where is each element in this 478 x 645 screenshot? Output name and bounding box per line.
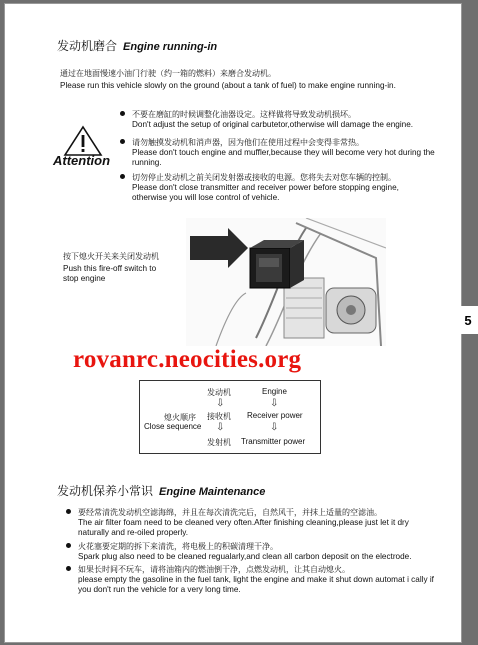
bullet-text-en: The air filter foam need to be cleaned very often.After finishing cleaning,please just let it dry naturally and re-oiled properly. [78, 518, 409, 537]
running-in-title [57, 39, 217, 53]
engine-photo [186, 218, 386, 346]
bullet-text-cn: 请勿触摸发动机和消声器，因为他们在使用过程中会变得非常热。 [132, 138, 364, 147]
close-sequence-box [139, 380, 321, 454]
bullet-dot [66, 509, 71, 514]
bullet-dot [120, 111, 125, 116]
fire-off-en-line1: Push this fire-off switch to [63, 264, 157, 273]
fire-off-cn: 按下熄火开关来关闭发动机 [63, 252, 159, 261]
bullet-dot [120, 174, 125, 179]
page-number: 5 [464, 312, 472, 328]
attention-bullet [132, 109, 442, 130]
maintenance-bullet [78, 541, 438, 562]
page-number-tab [458, 306, 478, 334]
maintenance-bullet [78, 564, 438, 595]
bullet-dot [66, 566, 71, 571]
running-in-intro-cn: 通过在地面慢速小油门行驶（约一箱的燃料）来磨合发动机。 [60, 69, 276, 78]
running-in-title-en: Engine running-in [123, 41, 218, 53]
bullet-dot [120, 139, 125, 144]
bullet-text-cn: 如果长时间不玩车，请将油箱内的燃油倒干净，点燃发动机，让其自动熄火。 [78, 565, 350, 574]
down-arrow-icon: ⇩ [270, 422, 279, 433]
maintenance-title-en: Engine Maintenance [159, 486, 266, 498]
step-cn-transmitter: 发射机 [207, 438, 231, 447]
close-sequence-label-cn: 熄火顺序 [164, 413, 196, 422]
down-arrow-icon: ⇩ [216, 398, 225, 409]
bullet-text-en: Please don't touch engine and muffler,because they will become very hot during the running. [132, 148, 435, 167]
bullet-text-cn: 不要在磨缸的时候调整化油器设定。这样做将导致发动机损坏。 [132, 110, 356, 119]
step-en-receiver: Receiver power [247, 411, 303, 420]
attention-label: Attention [53, 153, 111, 168]
down-arrow-icon: ⇩ [216, 422, 225, 433]
bullet-text-en: Don't adjust the setup of original carbutetor,otherwise will damage the engine. [132, 120, 414, 129]
maintenance-title [57, 484, 265, 498]
running-in-title-cn: 发动机磨合 [57, 39, 118, 53]
down-arrow-icon: ⇩ [270, 398, 279, 409]
bullet-text-en: Spark plug also need to be cleaned regualarly,and clean all carbon deposit on the electrode. [78, 552, 412, 561]
bullet-dot [66, 543, 71, 548]
maintenance-title-cn: 发动机保养小常识 [57, 484, 154, 498]
bullet-text-cn: 要经常清洗发动机空滤海绵，并且在每次清洗完后，自然风干，并抹上适量的空滤油。 [78, 508, 382, 517]
maintenance-bullet [78, 507, 418, 538]
fire-off-en-line2: stop engine [63, 274, 106, 283]
close-sequence-label-en: Close sequence [144, 422, 202, 431]
bullet-text-en: please empty the gasoline in the fuel tank, light the engine and make it shut down automat i cally if you don't run the vehicle for a very long time. [78, 575, 434, 594]
step-en-transmitter: Transmitter power [241, 437, 306, 446]
bullet-text-cn: 火花塞要定期的拆下来清洗，将电极上的积碳清理干净。 [78, 542, 278, 551]
attention-bullet [132, 137, 437, 168]
step-cn-engine: 发动机 [207, 388, 231, 397]
bullet-text-en: Please don't close transmitter and receiver power before stopping engine, otherwise you will lose control of vehicle. [132, 183, 399, 202]
running-in-intro-en: Please run this vehicle slowly on the ground (about a tank of fuel) to make engine running-in. [60, 81, 396, 90]
step-en-engine: Engine [262, 387, 287, 396]
watermark: rovanrc.neocities.org [73, 346, 302, 373]
step-cn-receiver: 接收机 [207, 412, 231, 421]
bullet-text-cn: 切勿停止发动机之前关闭发射器或接收的电源。您将失去对您车辆的控制。 [132, 173, 396, 182]
attention-bullet [132, 172, 432, 203]
